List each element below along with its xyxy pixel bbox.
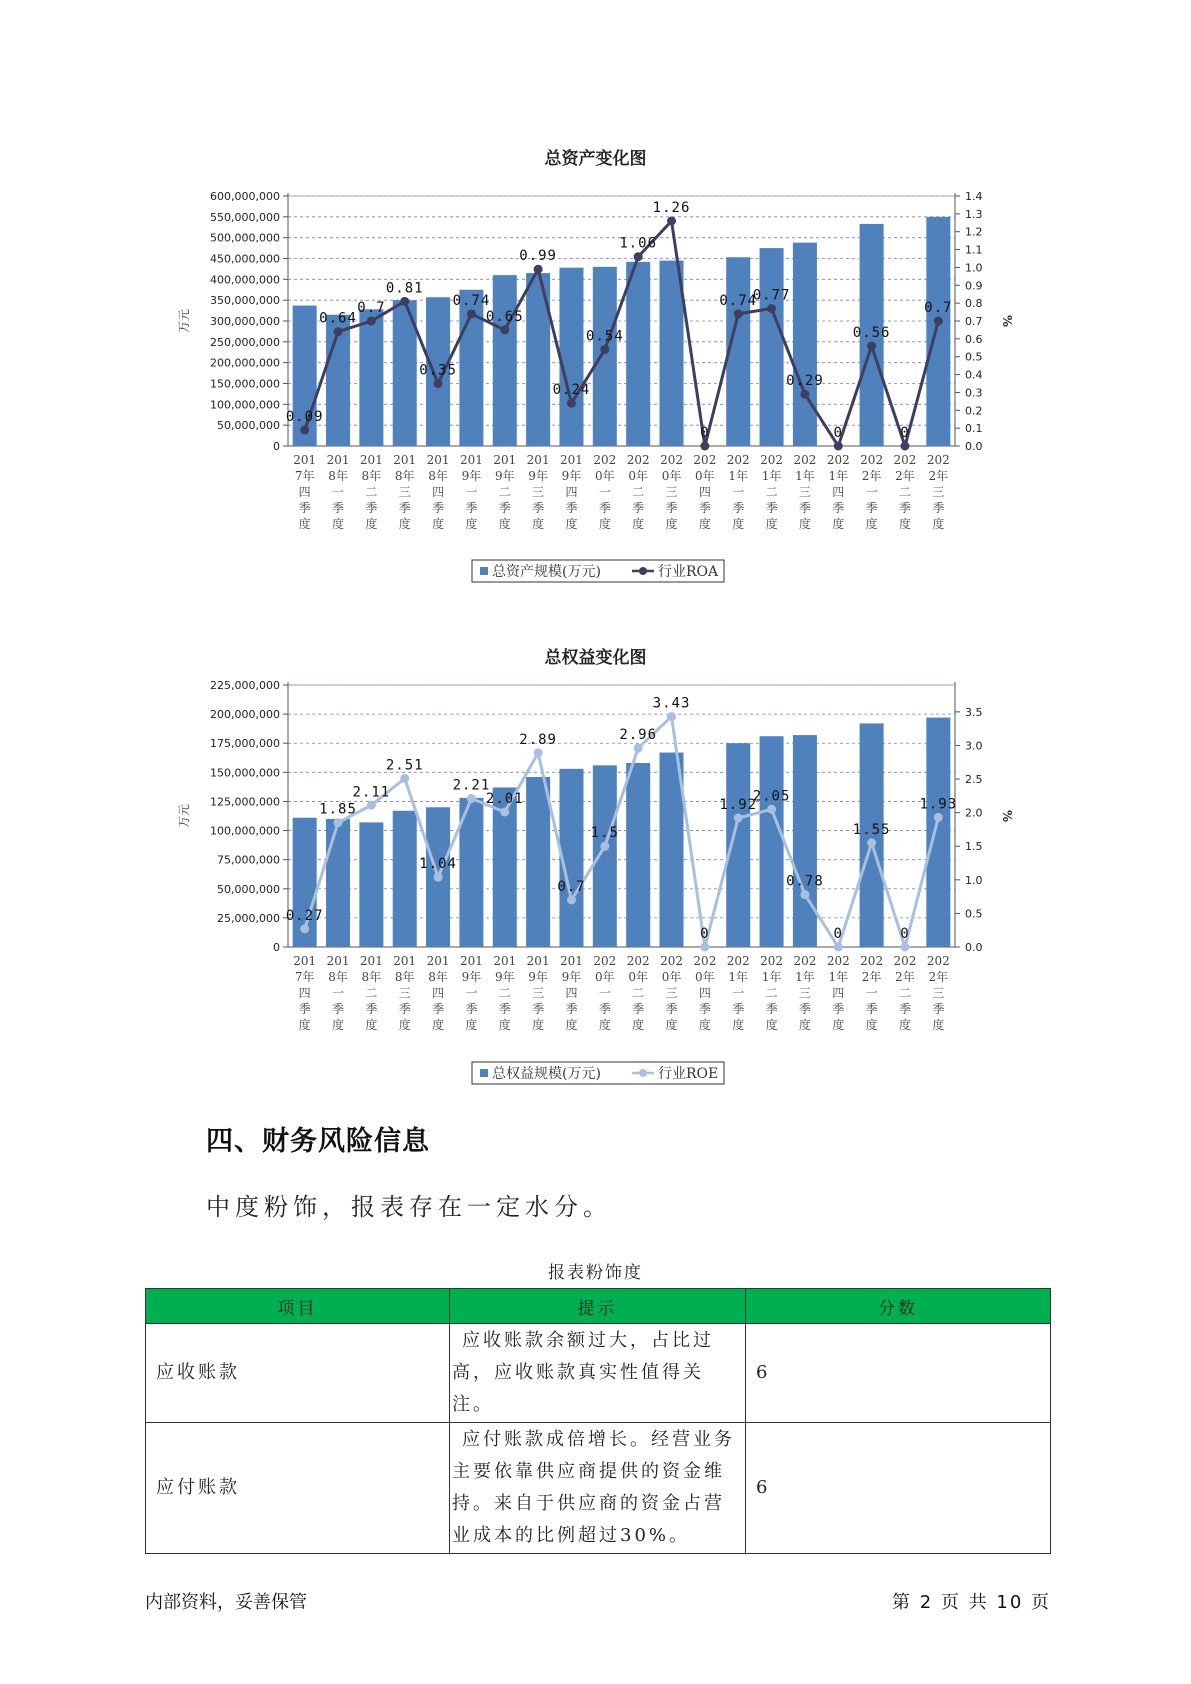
bar <box>359 309 383 446</box>
y-tick-label: 550,000,000 <box>210 210 280 224</box>
line-point <box>334 818 343 827</box>
table-caption: 报表粉饰度 <box>548 1263 643 1283</box>
legend-bar-swatch <box>480 567 488 575</box>
y-tick-label: 250,000,000 <box>210 335 280 349</box>
data-label: 0.78 <box>786 873 824 890</box>
x-tick-label: 202 0年三季度 <box>660 954 683 1032</box>
y-tick-label: 200,000,000 <box>210 708 280 722</box>
data-label: 0 <box>833 425 843 441</box>
y-tick-label: 125,000,000 <box>210 795 280 809</box>
bar <box>593 267 617 446</box>
row-score: 6 <box>746 1423 1051 1554</box>
x-tick-label: 202 1年一季度 <box>726 954 750 1032</box>
x-tick-label: 201 8年四季度 <box>426 453 450 531</box>
header-hint: 提示 <box>450 1289 746 1324</box>
bar <box>326 819 350 947</box>
data-label: 1.92 <box>719 797 758 814</box>
x-tick-label: 202 2年二季度 <box>893 954 917 1032</box>
x-tick-label: 202 2年三季度 <box>926 453 950 531</box>
y2-tick-label: 3.5 <box>965 705 983 719</box>
x-tick-label: 202 2年三季度 <box>926 954 950 1032</box>
line-point <box>934 317 943 326</box>
y2-tick-label: 1.4 <box>965 190 983 203</box>
legend-line-label: 行业ROA <box>658 564 719 580</box>
data-label: 1.5 <box>590 825 619 842</box>
data-label: 0.64 <box>319 310 357 327</box>
line-point <box>400 297 409 306</box>
line-point <box>400 774 409 783</box>
line-point <box>667 217 676 226</box>
line-point <box>700 943 709 952</box>
data-label: 0.7 <box>924 300 953 316</box>
y2-tick-label: 0.5 <box>965 907 983 921</box>
y2-axis-title: % <box>1000 809 1014 823</box>
x-tick-label: 201 9年四季度 <box>560 453 583 531</box>
y2-axis-title: % <box>1000 314 1014 328</box>
bar <box>293 306 317 446</box>
x-tick-label: 201 8年二季度 <box>359 954 383 1032</box>
data-label: 0 <box>700 926 710 942</box>
x-tick-label: 202 2年一季度 <box>860 453 884 531</box>
line-point <box>734 309 743 318</box>
x-tick-label: 202 0年四季度 <box>693 954 717 1032</box>
bar <box>626 262 650 446</box>
chart-plot <box>0 630 1191 1100</box>
y2-tick-label: 0.2 <box>965 404 983 418</box>
data-label: 0.7 <box>357 300 386 316</box>
y-tick-label: 400,000,000 <box>210 273 280 287</box>
data-label: 1.06 <box>619 235 658 252</box>
line-point <box>867 342 876 351</box>
y-tick-label: 100,000,000 <box>210 398 280 412</box>
line-point <box>800 390 809 399</box>
y-tick-label: 450,000,000 <box>210 252 280 266</box>
line-point <box>467 794 476 803</box>
y2-tick-label: 1.5 <box>965 840 983 854</box>
data-label: 0.56 <box>852 325 891 341</box>
legend-bar-label: 总资产规模(万元) <box>492 564 601 580</box>
y-axis-title: 万元 <box>177 308 191 334</box>
y-tick-label: 300,000,000 <box>210 315 280 328</box>
y-tick-label: 50,000,000 <box>217 882 280 896</box>
row-hint: 应收账款余额过大，占比过高，应收账款真实性值得关注。 <box>450 1324 746 1423</box>
data-label: 0 <box>900 425 910 441</box>
y2-tick-label: 0.5 <box>965 350 983 364</box>
line-point <box>767 805 776 814</box>
data-label: 0.99 <box>519 248 557 265</box>
table-row <box>146 1423 1051 1554</box>
x-tick-label: 201 9年二季度 <box>493 954 517 1032</box>
x-tick-label: 201 8年四季度 <box>426 954 450 1032</box>
line-point <box>900 943 909 952</box>
y-tick-label: 350,000,000 <box>210 294 280 308</box>
bar <box>526 777 550 947</box>
data-label: 0.81 <box>385 280 424 297</box>
data-label: 0.7 <box>557 878 586 895</box>
x-tick-label: 201 8年一季度 <box>326 453 350 531</box>
bar <box>660 261 684 446</box>
legend-line-marker <box>639 1069 647 1077</box>
legend-line-label: 行业ROE <box>658 1066 719 1082</box>
line-point <box>634 744 643 753</box>
risk-summary: 中度粉饰，报表存在一定水分。 <box>206 1193 612 1221</box>
data-label: 0.29 <box>786 373 824 390</box>
line-point <box>300 425 309 434</box>
line-point <box>500 807 509 816</box>
chart-title: 总权益变化图 <box>544 648 647 668</box>
data-label: 2.05 <box>752 788 791 805</box>
y2-tick-label: 1.1 <box>965 243 983 257</box>
x-tick-label: 201 9年三季度 <box>526 453 550 531</box>
data-label: 0.35 <box>419 362 457 379</box>
x-tick-label: 202 0年一季度 <box>593 453 617 531</box>
x-tick-label: 201 9年一季度 <box>459 453 483 531</box>
y-tick-label: 200,000,000 <box>210 356 280 370</box>
chart-plot <box>0 130 1191 600</box>
bar <box>760 736 784 947</box>
x-tick-label: 202 0年一季度 <box>593 954 617 1032</box>
line-point <box>700 442 709 451</box>
chart-title: 总资产变化图 <box>544 149 647 169</box>
data-label: 2.21 <box>452 777 491 794</box>
data-label: 2.11 <box>352 784 391 801</box>
line-point <box>634 252 643 261</box>
line-point <box>934 813 943 822</box>
line-point <box>734 814 743 823</box>
line-point <box>567 895 576 904</box>
y-tick-label: 0 <box>273 440 280 453</box>
data-label: 2.89 <box>519 731 557 748</box>
x-tick-label: 201 8年三季度 <box>393 954 417 1032</box>
y-tick-label: 150,000,000 <box>210 377 280 391</box>
y2-tick-label: 0.0 <box>965 941 983 954</box>
line-point <box>567 399 576 408</box>
data-label: 0.27 <box>285 907 324 924</box>
total-assets-chart <box>0 130 1191 600</box>
data-label: 0.77 <box>752 287 791 304</box>
y-tick-label: 50,000,000 <box>217 419 280 433</box>
data-label: 1.85 <box>319 801 357 818</box>
legend-bar-label: 总权益规模(万元) <box>492 1066 601 1082</box>
x-tick-label: 202 1年四季度 <box>826 453 850 531</box>
line-point <box>867 838 876 847</box>
data-label: 0.09 <box>285 408 324 425</box>
x-tick-label: 202 0年四季度 <box>693 453 717 531</box>
bar <box>626 763 650 947</box>
data-label: 0.24 <box>552 382 591 399</box>
bar <box>760 248 784 446</box>
y2-tick-label: 0.9 <box>965 279 983 293</box>
x-tick-label: 202 0年三季度 <box>660 453 683 531</box>
y2-tick-label: 0.4 <box>965 368 983 382</box>
data-label: 0.74 <box>452 292 491 309</box>
x-tick-label: 202 0年二季度 <box>626 954 650 1032</box>
x-tick-label: 201 8年三季度 <box>393 453 417 531</box>
line-point <box>500 325 509 334</box>
y-tick-label: 75,000,000 <box>217 853 280 867</box>
data-label: 1.55 <box>852 821 891 838</box>
x-tick-label: 201 7年四季度 <box>293 954 317 1032</box>
section-heading: 四、财务风险信息 <box>206 1126 430 1157</box>
bar <box>493 275 517 446</box>
line-point <box>667 712 676 721</box>
data-label: 0 <box>900 926 910 942</box>
line-point <box>600 345 609 354</box>
data-label: 0.54 <box>585 328 624 345</box>
y2-tick-label: 1.0 <box>965 261 983 275</box>
bar <box>793 735 817 947</box>
data-label: 3.43 <box>652 695 691 712</box>
y2-tick-label: 0.7 <box>965 315 983 328</box>
data-label: 0 <box>700 425 710 441</box>
bar <box>393 811 417 947</box>
line-point <box>367 801 376 810</box>
x-tick-label: 201 9年三季度 <box>526 954 550 1032</box>
data-label: 2.51 <box>385 757 424 774</box>
bar <box>924 217 953 446</box>
y2-tick-label: 0.6 <box>965 332 983 346</box>
x-tick-label: 202 0年二季度 <box>626 453 650 531</box>
footer-page-number: 第 2 页 共 10 页 <box>892 1592 1051 1613</box>
x-tick-label: 202 1年二季度 <box>760 453 784 531</box>
y2-tick-label: 1.0 <box>965 873 983 887</box>
y-tick-label: 600,000,000 <box>210 190 280 203</box>
line-point <box>434 873 443 882</box>
line-point <box>300 924 309 933</box>
table-row <box>146 1324 1051 1423</box>
footer-confidential: 内部资料，妥善保管 <box>145 1592 307 1613</box>
line-point <box>900 442 909 451</box>
line-point <box>834 943 843 952</box>
line-point <box>834 442 843 451</box>
y-tick-label: 225,000,000 <box>210 679 280 692</box>
y-tick-label: 25,000,000 <box>217 911 280 925</box>
data-label: 1.93 <box>919 796 958 813</box>
line-point <box>534 265 543 274</box>
x-tick-label: 202 1年四季度 <box>826 954 850 1032</box>
y2-tick-label: 1.3 <box>965 207 983 221</box>
y-tick-label: 175,000,000 <box>210 737 280 751</box>
data-label: 0 <box>833 926 843 942</box>
y-tick-label: 500,000,000 <box>210 231 280 245</box>
x-tick-label: 202 1年二季度 <box>760 954 784 1032</box>
y2-tick-label: 0.1 <box>965 422 983 436</box>
legend-bar-swatch <box>480 1069 488 1077</box>
data-label: 0.74 <box>719 292 758 309</box>
data-label: 1.04 <box>419 856 457 873</box>
bar <box>359 822 383 947</box>
legend-line-marker <box>639 567 647 575</box>
x-tick-label: 201 9年二季度 <box>493 453 517 531</box>
y2-tick-label: 2.5 <box>965 773 983 787</box>
bar <box>926 718 950 947</box>
line-point <box>600 842 609 851</box>
x-tick-label: 201 7年四季度 <box>293 453 317 531</box>
header-item: 项目 <box>146 1289 450 1324</box>
y2-tick-label: 0.3 <box>965 386 983 400</box>
row-hint: 应付账款成倍增长。经营业务主要依靠供应商提供的资金维持。来自于供应商的资金占营业成本的比例超过30%。 <box>450 1423 746 1554</box>
y2-tick-label: 3.0 <box>965 739 983 753</box>
data-label: 0.65 <box>485 308 524 325</box>
x-tick-label: 202 1年一季度 <box>726 453 750 531</box>
bar <box>590 765 619 947</box>
y-tick-label: 0 <box>273 941 280 954</box>
row-score: 6 <box>746 1324 1051 1423</box>
y-tick-label: 100,000,000 <box>210 824 280 838</box>
x-tick-label: 202 1年三季度 <box>793 453 817 531</box>
row-item: 应收账款 <box>146 1324 450 1423</box>
line-point <box>334 327 343 336</box>
y-tick-label: 150,000,000 <box>210 766 280 780</box>
risk-table <box>145 1288 1051 1554</box>
x-tick-label: 202 2年一季度 <box>860 954 884 1032</box>
y-axis-title: 万元 <box>177 803 191 829</box>
x-tick-label: 201 8年二季度 <box>359 453 383 531</box>
line-point <box>434 379 443 388</box>
x-tick-label: 202 2年二季度 <box>893 453 917 531</box>
line-point <box>800 890 809 899</box>
x-tick-label: 201 8年一季度 <box>326 954 350 1032</box>
y2-tick-label: 2.0 <box>965 806 983 820</box>
line-point <box>467 309 476 318</box>
bar <box>559 268 583 446</box>
plot-frame <box>285 685 958 947</box>
x-tick-label: 202 1年三季度 <box>793 954 817 1032</box>
row-item: 应付账款 <box>146 1423 450 1554</box>
bar <box>793 243 817 446</box>
data-label: 2.96 <box>619 727 658 744</box>
x-tick-label: 201 9年一季度 <box>459 954 483 1032</box>
table-header-row <box>146 1289 1051 1324</box>
data-label: 1.26 <box>652 200 691 216</box>
y2-tick-label: 0.0 <box>965 440 983 453</box>
y2-tick-label: 1.2 <box>965 225 983 239</box>
x-tick-label: 201 9年四季度 <box>560 954 583 1032</box>
data-label: 2.01 <box>485 790 524 807</box>
total-equity-chart <box>0 630 1191 1100</box>
line-point <box>534 748 543 757</box>
y2-tick-label: 0.8 <box>965 297 983 311</box>
line-point <box>767 304 776 313</box>
header-score: 分数 <box>746 1289 1051 1324</box>
line-point <box>367 317 376 326</box>
